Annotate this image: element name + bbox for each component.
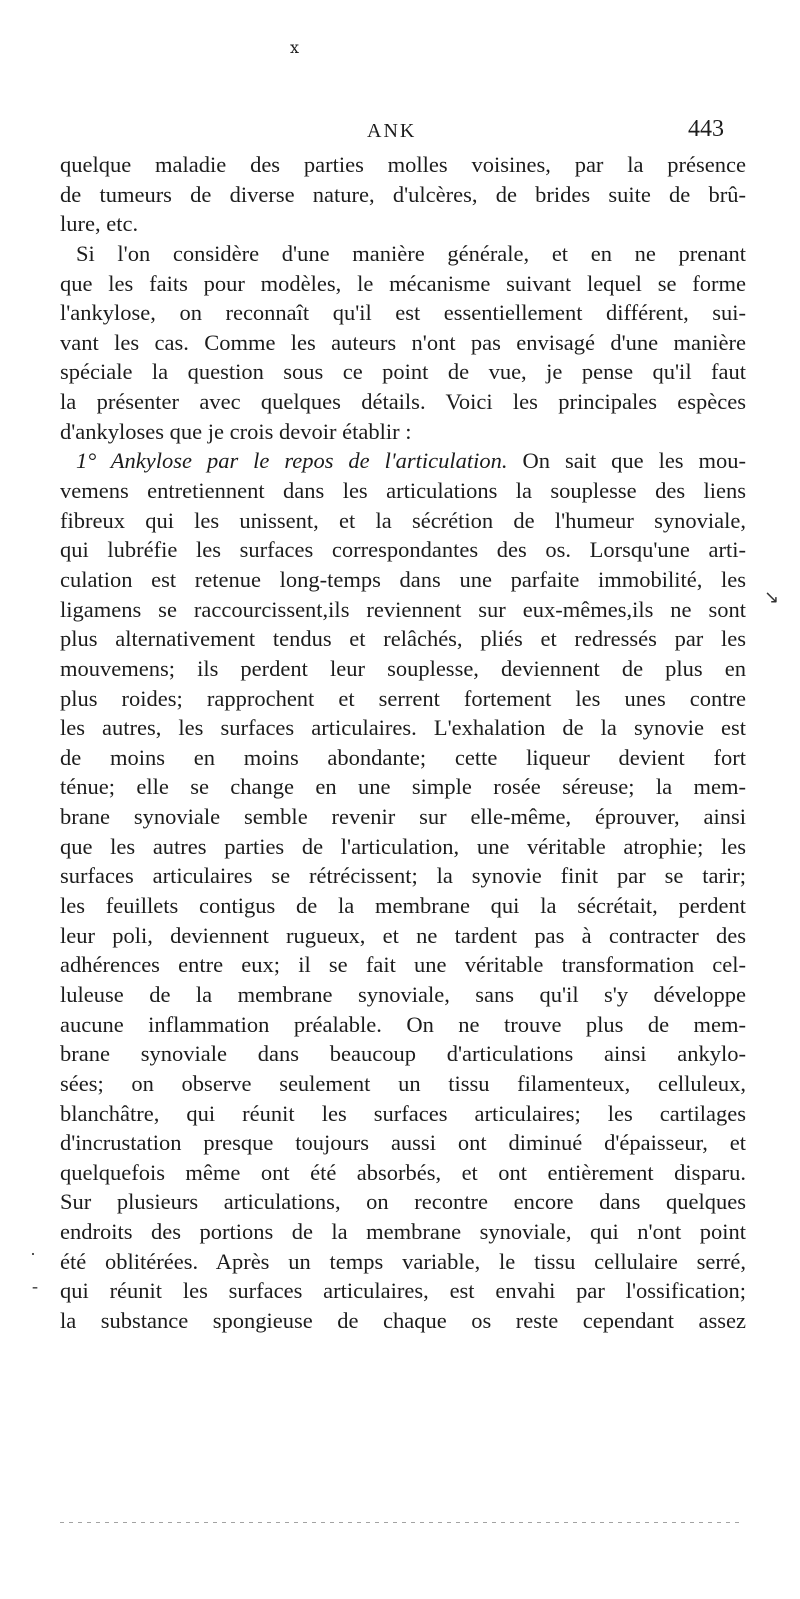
text-line: culation est retenue long-temps dans une parfaite immobilité, les (60, 566, 746, 592)
section-heading: 1° Ankylose par le repos de l'articulation. (76, 448, 508, 474)
text-line: ténue; elle se change en une simple rosée séreuse; la mem- (60, 774, 746, 800)
text-line: brane synoviale semble revenir sur elle-même, éprouver, ainsi (60, 804, 746, 830)
text-line: aucune inflammation préalable. On ne trouve plus de mem- (60, 1011, 746, 1037)
text-line: les autres, les surfaces articulaires. L'exhalation de la synovie est (60, 715, 746, 741)
running-head: ANK (367, 120, 417, 142)
text-line: ligamens se raccourcissent,ils reviennent sur eux-mêmes,ils ne sont (60, 596, 746, 622)
text-line: Si l'on considère d'une manière générale, et en ne prenant (76, 240, 746, 266)
text-line: de tumeurs de diverse nature, d'ulcères, de brides suite de brû- (60, 181, 746, 207)
top-printer-mark: x (290, 38, 300, 57)
text-line: fibreux qui les unissent, et la sécrétion de l'humeur synoviale, (60, 507, 746, 533)
text-line: leur poli, deviennent rugueux, et ne tardent pas à contracter des (60, 922, 746, 948)
text-line: adhérences entre eux; il se fait une véritable transformation cel- (60, 952, 746, 978)
text-line: luleuse de la membrane synoviale, sans qu'il s'y développe (60, 981, 746, 1007)
text-line: brane synoviale dans beaucoup d'articulations ainsi ankylo- (60, 1041, 746, 1067)
text-line: la présenter avec quelques détails. Voici les principales espèces (60, 389, 746, 415)
text-body (60, 150, 746, 1336)
margin-dot-mark: · (30, 1244, 36, 1264)
section-heading-continuation: On sait que les mou- (507, 448, 747, 474)
text-line: qui lubréfie les surfaces correspondantes des os. Lorsqu'une arti- (60, 537, 746, 563)
text-line: vant les cas. Comme les auteurs n'ont pas envisagé d'une manière (60, 329, 746, 355)
text-line: plus alternativement tendus et relâchés, pliés et redressés par les (60, 626, 746, 652)
text-line: spéciale la question sous ce point de vue, je pense qu'il faut (60, 359, 746, 385)
margin-arrow-mark: ↘ (764, 587, 780, 607)
text-line: plus roides; rapprochent et serrent fortement les unes contre (60, 685, 746, 711)
page-number: 443 (688, 116, 724, 142)
text-line: quelque maladie des parties molles voisines, par la présence (60, 152, 746, 177)
text-line: d'ankyloses que je crois devoir établir : (60, 418, 412, 444)
text-line: surfaces articulaires se rétrécissent; la synovie finit par se tarir; (60, 863, 746, 889)
text-line: quelquefois même ont été absorbés, et ont entièrement disparu. (60, 1159, 746, 1185)
text-line: lure, etc. (60, 211, 139, 237)
text-line: qui réunit les surfaces articulaires, est envahi par l'ossification; (60, 1278, 746, 1304)
text-line: que les faits pour modèles, le mécanisme suivant lequel se forme (60, 270, 746, 296)
bleed-through-dotted-rule (60, 1522, 740, 1526)
text-line: que les autres parties de l'articulation, une véritable atrophie; les (60, 833, 746, 859)
text-line: les feuillets contigus de la membrane qui la sécrétait, perdent (60, 893, 746, 919)
text-line: vemens entretiennent dans les articulations la souplesse des liens (60, 478, 746, 504)
text-line: d'incrustation presque toujours aussi ont diminué d'épaisseur, et (60, 1130, 746, 1156)
text-line: mouvemens; ils perdent leur souplesse, deviennent de plus en (60, 655, 746, 681)
text-line: de moins en moins abondante; cette liqueur devient fort (60, 744, 746, 770)
margin-dash-mark: - (32, 1276, 38, 1296)
text-line: endroits des portions de la membrane synoviale, qui n'ont point (60, 1219, 746, 1245)
text-line: Sur plusieurs articulations, on recontre encore dans quelques (60, 1189, 746, 1215)
text-line: l'ankylose, on reconnaît qu'il est essentiellement différent, sui- (60, 300, 746, 326)
section-heading-line (60, 446, 746, 476)
text-line: la substance spongieuse de chaque os reste cependant assez (60, 1307, 746, 1333)
text-line: blanchâtre, qui réunit les surfaces articulaires; les cartilages (60, 1100, 746, 1126)
text-line: été oblitérées. Après un temps variable, le tissu cellulaire serré, (60, 1248, 746, 1274)
text-line: sées; on observe seulement un tissu filamenteux, celluleux, (60, 1070, 746, 1096)
